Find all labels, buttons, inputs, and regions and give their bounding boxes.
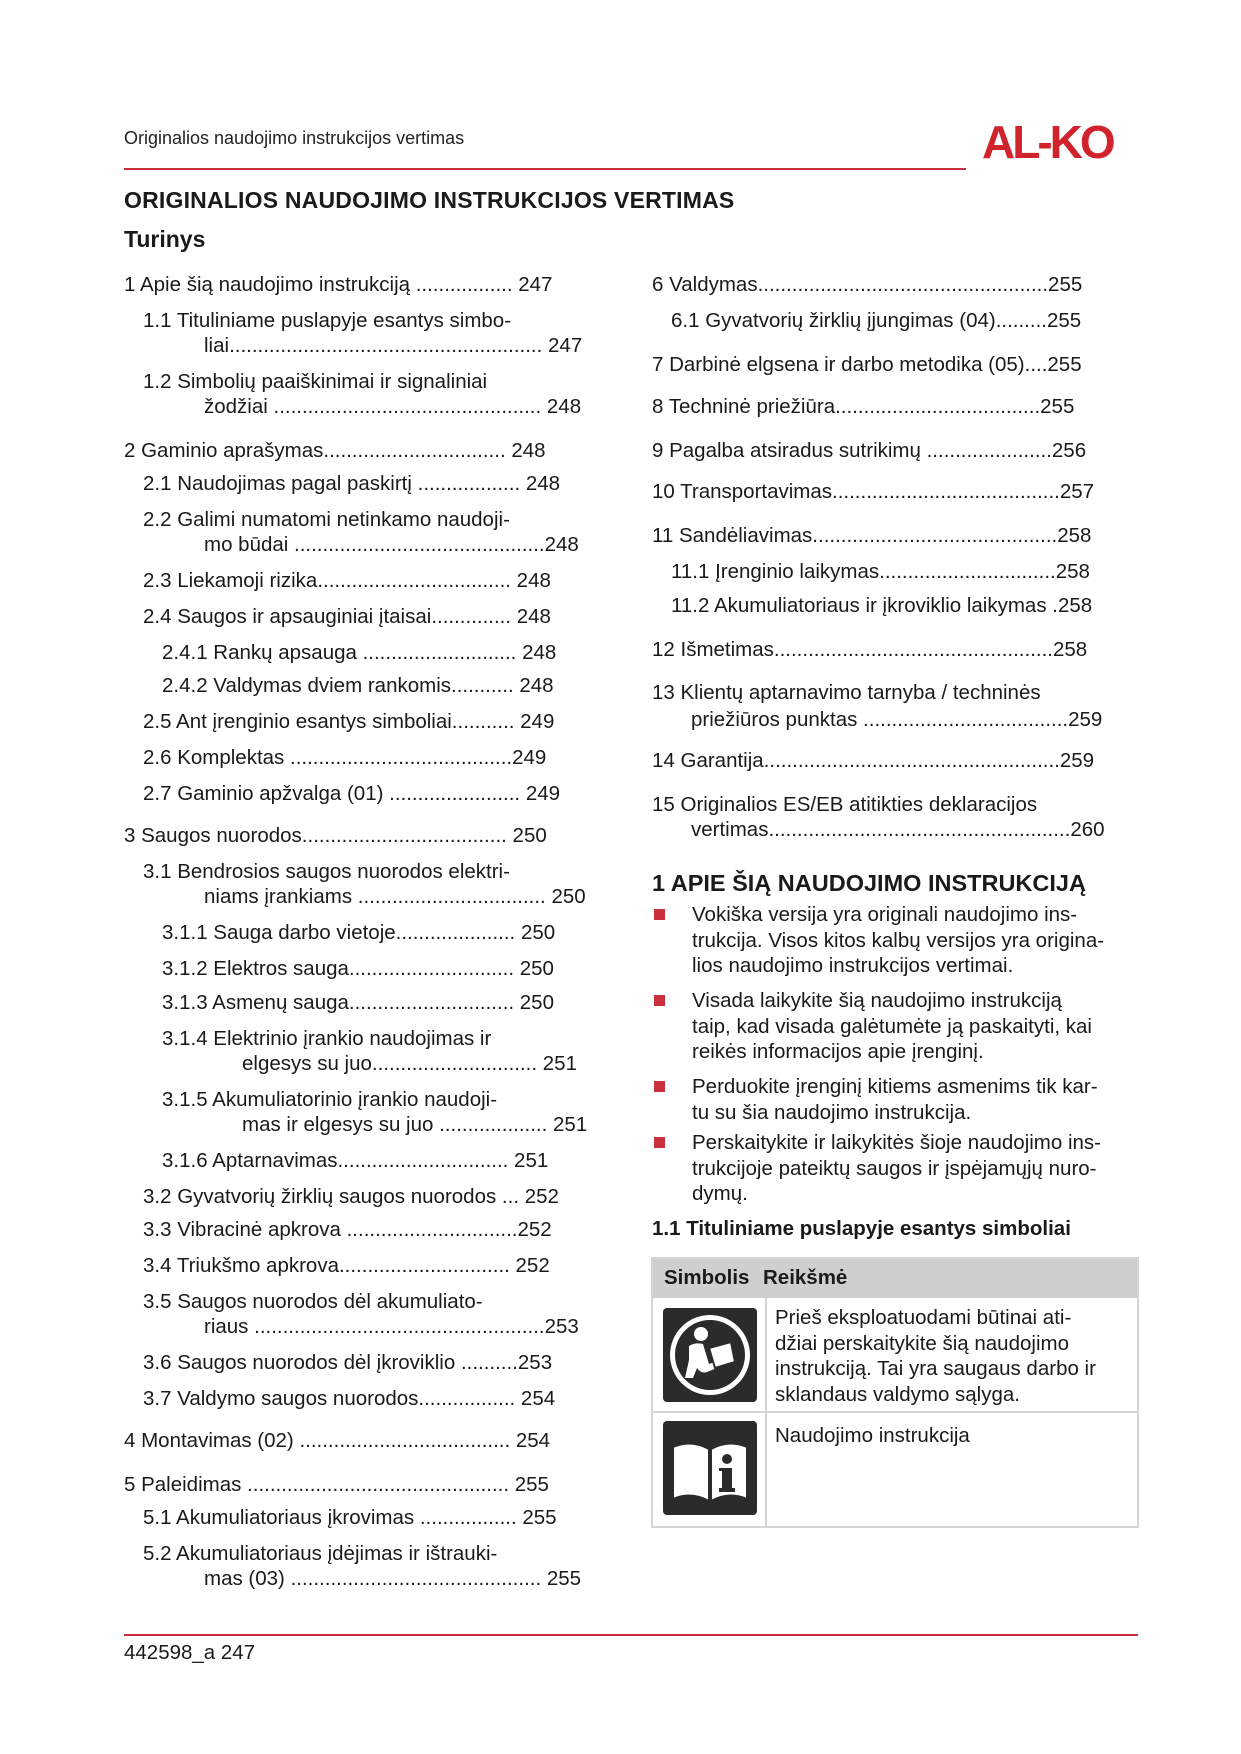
toc-entry[interactable]: niams įrankiams ................................. 250 xyxy=(204,885,586,908)
bullet-line: Visada laikykite šią naudojimo instrukciją xyxy=(692,989,1062,1012)
toc-entry[interactable]: 2.3 Liekamoji rizika.................................. 248 xyxy=(143,569,551,592)
toc-entry[interactable]: vertimas.....................................................260 xyxy=(691,818,1105,841)
toc-entry[interactable]: 2.4 Saugos ir apsauginiai įtaisai.............. 248 xyxy=(143,605,551,628)
table-header-row xyxy=(653,1259,1137,1298)
toc-entry[interactable]: 11.2 Akumuliatoriaus ir įkroviklio laikymas .258 xyxy=(671,594,1093,617)
toc-entry[interactable]: 3.4 Triukšmo apkrova.............................. 252 xyxy=(143,1254,550,1277)
toc-entry[interactable]: 8 Techninė priežiūra....................................255 xyxy=(652,395,1075,418)
toc-entry[interactable]: 3 Saugos nuorodos.................................... 250 xyxy=(124,824,547,847)
toc-heading: Turinys xyxy=(124,226,206,252)
bullet-line: Perskaitykite ir laikykitės šioje naudojimo ins- xyxy=(692,1131,1102,1154)
alko-logo xyxy=(982,117,1142,167)
toc-entry[interactable]: 1.2 Simbolių paaiškinimai ir signaliniai xyxy=(143,370,488,393)
bullet-line: taip, kad visada galėtumėte ją paskaityti, kai xyxy=(692,1014,1092,1038)
bullet-line: Vokiška versija yra originali naudojimo ins- xyxy=(692,903,1078,926)
column-header-meaning: Reikšmė xyxy=(763,1266,848,1289)
bullet-item xyxy=(654,1074,1144,1128)
toc-entry[interactable]: 3.7 Valdymo saugos nuorodos................. 254 xyxy=(143,1387,556,1410)
row-divider xyxy=(653,1411,1137,1413)
meaning-cell xyxy=(775,1305,1131,1407)
toc-entry[interactable]: 3.3 Vibracinė apkrova ..............................252 xyxy=(143,1218,552,1241)
toc-entry[interactable]: mas (03) ............................................ 255 xyxy=(204,1567,582,1590)
bullet-line: Perduokite įrenginį kitiems asmenims tik kar- xyxy=(692,1075,1098,1098)
read-manual-icon xyxy=(663,1308,757,1402)
toc-entry[interactable]: 2.1 Naudojimas pagal paskirtį .................. 248 xyxy=(143,472,561,495)
toc-entry[interactable]: 12 Išmetimas.................................................258 xyxy=(652,638,1088,661)
toc-entry[interactable]: 5.1 Akumuliatoriaus įkrovimas ................. 255 xyxy=(143,1506,557,1529)
header-rule xyxy=(124,168,966,170)
toc-entry[interactable]: 3.1.2 Elektros sauga............................. 250 xyxy=(162,957,554,980)
section-heading: 1 APIE ŠIĄ NAUDOJIMO INSTRUKCIJĄ xyxy=(652,870,1086,896)
toc-entry[interactable]: 2.4.1 Rankų apsauga ........................... 248 xyxy=(162,641,557,664)
bullet-square-icon xyxy=(654,1081,665,1092)
toc-entry[interactable]: 2.7 Gaminio apžvalga (01) ....................... 249 xyxy=(143,782,561,805)
subsection-heading: 1.1 Tituliniame puslapyje esantys simboliai xyxy=(652,1217,1071,1240)
toc-entry[interactable]: 14 Garantija....................................................259 xyxy=(652,749,1095,772)
toc-entry[interactable]: 2.6 Komplektas .......................................249 xyxy=(143,746,547,769)
running-header: Originalios naudojimo instrukcijos vertimas xyxy=(124,128,465,148)
toc-entry[interactable]: 1.1 Tituliniame puslapyje esantys simbo- xyxy=(143,309,512,332)
toc-entry[interactable]: riaus ...................................................253 xyxy=(204,1315,579,1338)
toc-entry[interactable]: 9 Pagalba atsiradus sutrikimų ......................256 xyxy=(652,439,1087,462)
bullet-line: trukcija. Visos kitos kalbų versijos yra origina- xyxy=(692,928,1105,952)
bullet-square-icon xyxy=(654,909,665,920)
bullet-square-icon xyxy=(654,1137,665,1148)
column-header-symbol: Simbolis xyxy=(664,1266,750,1289)
meaning-line: sklandaus valdymo sąlyga. xyxy=(775,1382,1020,1406)
bullet-item xyxy=(654,1130,1144,1210)
meaning-line: džiai perskaitykite šią naudojimo xyxy=(775,1331,1069,1355)
toc-entry[interactable]: 3.1 Bendrosios saugos nuorodos elektri- xyxy=(143,860,510,883)
toc-entry[interactable]: 7 Darbinė elgsena ir darbo metodika (05)....255 xyxy=(652,353,1082,376)
meaning-line: instrukciją. Tai yra saugaus darbo ir xyxy=(775,1357,1096,1380)
toc-entry[interactable]: žodžiai ............................................... 248 xyxy=(204,395,582,418)
toc-entry[interactable]: 2 Gaminio aprašymas................................ 248 xyxy=(124,439,546,462)
toc-entry[interactable]: 3.1.4 Elektrinio įrankio naudojimas ir xyxy=(162,1027,492,1050)
toc-entry[interactable]: 4 Montavimas (02) ..................................... 254 xyxy=(124,1429,551,1452)
toc-entry[interactable]: 3.1.1 Sauga darbo vietoje..................... 250 xyxy=(162,921,556,944)
toc-entry[interactable]: 6 Valdymas...................................................255 xyxy=(652,273,1083,296)
info-book-icon xyxy=(663,1421,757,1515)
meaning-line: Prieš eksploatuodami būtinai ati- xyxy=(775,1306,1072,1329)
toc-entry[interactable]: 13 Klientų aptarnavimo tarnyba / techninės xyxy=(652,681,1041,704)
toc-entry[interactable]: 3.1.6 Aptarnavimas.............................. 251 xyxy=(162,1149,549,1172)
toc-entry[interactable]: 2.2 Galimi numatomi netinkamo naudoji- xyxy=(143,508,510,531)
toc-entry[interactable]: 5 Paleidimas .............................................. 255 xyxy=(124,1473,549,1496)
symbols-table xyxy=(651,1257,1139,1528)
toc-entry[interactable]: mas ir elgesys su juo ................... 251 xyxy=(242,1113,588,1136)
toc-entry[interactable]: 3.1.3 Asmenų sauga............................. 250 xyxy=(162,991,554,1014)
bullet-line: lios naudojimo instrukcijos vertimai. xyxy=(692,954,1014,977)
document-title: ORIGINALIOS NAUDOJIMO INSTRUKCIJOS VERTIMAS xyxy=(124,187,735,213)
meaning-cell xyxy=(775,1423,1131,1449)
meaning-line: Naudojimo instrukcija xyxy=(775,1424,970,1447)
svg-text:AL-KO: AL-KO xyxy=(982,117,1113,167)
bullet-item xyxy=(654,902,1144,982)
toc-entry[interactable]: priežiūros punktas ....................................259 xyxy=(691,708,1103,731)
toc-entry[interactable]: 11 Sandėliavimas...........................................258 xyxy=(652,524,1092,547)
toc-entry[interactable]: 15 Originalios ES/EB atitikties deklaracijos xyxy=(652,793,1038,816)
toc-entry[interactable]: 3.1.5 Akumuliatorinio įrankio naudoji- xyxy=(162,1088,498,1111)
toc-entry[interactable]: 3.2 Gyvatvorių žirklių saugos nuorodos ... 252 xyxy=(143,1185,559,1208)
toc-entry[interactable]: 3.6 Saugos nuorodos dėl įkroviklio ..........253 xyxy=(143,1351,553,1374)
toc-entry[interactable]: 2.5 Ant įrenginio esantys simboliai........... 249 xyxy=(143,710,555,733)
toc-entry[interactable]: 3.5 Saugos nuorodos dėl akumuliato- xyxy=(143,1290,483,1313)
toc-entry[interactable]: 11.1 Įrenginio laikymas...............................258 xyxy=(671,560,1090,583)
toc-entry[interactable]: liai....................................................... 247 xyxy=(204,334,583,357)
bullet-line: reikės informacijos apie įrenginį. xyxy=(692,1040,984,1063)
toc-entry[interactable]: 2.4.2 Valdymas dviem rankomis........... 248 xyxy=(162,674,554,697)
toc-entry[interactable]: 10 Transportavimas........................................257 xyxy=(652,480,1095,503)
footer-rule xyxy=(124,1634,1138,1636)
toc-entry[interactable]: mo būdai ............................................248 xyxy=(204,533,579,556)
toc-entry[interactable]: 6.1 Gyvatvorių žirklių įjungimas (04).........255 xyxy=(671,309,1082,332)
toc-entry[interactable]: 5.2 Akumuliatoriaus įdėjimas ir ištrauki- xyxy=(143,1542,498,1565)
bullet-line: trukcijoje pateiktų saugos ir įspėjamųjų nuro- xyxy=(692,1156,1097,1180)
bullet-line: dymų. xyxy=(692,1182,748,1205)
bullet-item xyxy=(654,988,1144,1068)
bullet-line: tu su šia naudojimo instrukcija. xyxy=(692,1100,972,1124)
toc-entry[interactable]: elgesys su juo............................. 251 xyxy=(242,1052,577,1075)
bullet-square-icon xyxy=(654,995,665,1006)
toc-entry[interactable]: 1 Apie šią naudojimo instrukciją ................. 247 xyxy=(124,273,553,296)
page-footer: 442598_a 247 xyxy=(124,1641,256,1664)
